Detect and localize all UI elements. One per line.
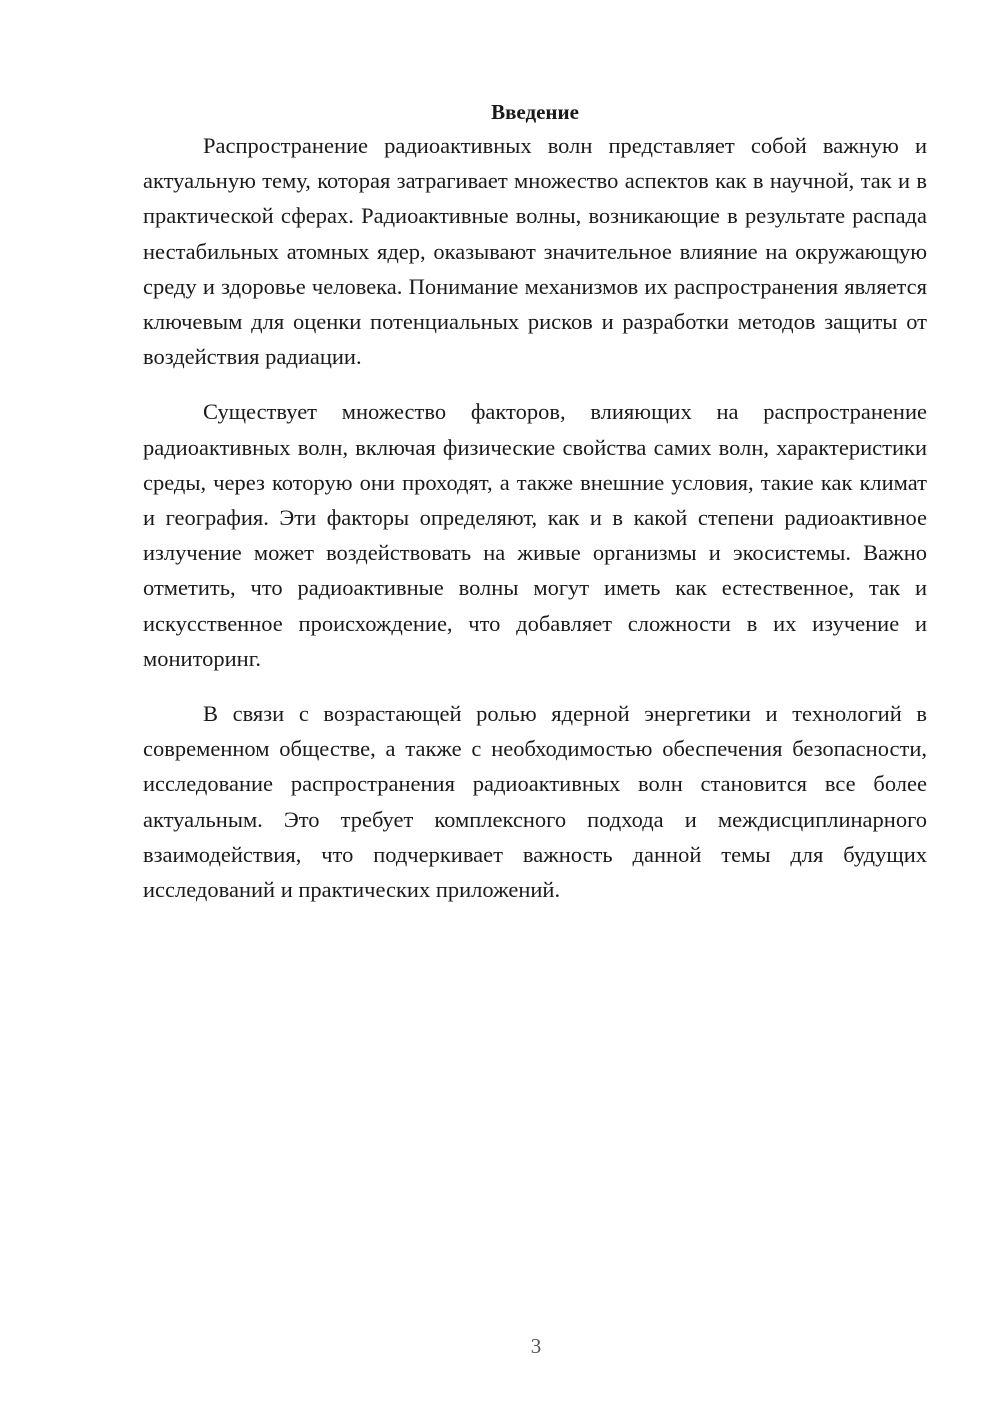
section-title: Введение [491,100,579,124]
paragraph-1: Распространение радиоактивных волн представляет собой важную и актуальную тему, которая затрагивает множество аспектов как в научной, так и в практической сферах. Радиоактивные волны, возникающие в результате распада нестабильных атомных ядер, оказывают значительное влияние на окружающую среду и здоровье человека. Понимание механизмов их распространения является ключевым для оценки потенциальных рисков и разработки методов защиты от воздействия радиации. [143,133,927,370]
paragraph-2: Существует множество факторов, влияющих на распространение радиоактивных волн, включая физические свойства самих волн, характеристики среды, через которую они проходят, а также внешние условия, такие как климат и география. Эти факторы определяют, как и в какой степени радиоактивное излучение может воздействовать на живые организмы и экосистемы. Важно отметить, что радиоактивные волны могут иметь как естественное, так и искусственное происхождение, что добавляет сложности в их изучение и мониторинг. [143,399,927,671]
page-number: 3 [530,1334,542,1358]
page-content [143,96,927,907]
paragraph-3: В связи с возрастающей ролью ядерной энергетики и технологий в современном обществе, а также с необходимостью обеспечения безопасности, исследование распространения радиоактивных волн становится все более актуальным. Это требует комплексного подхода и междисциплинарного взаимодействия, что подчеркивает важность данной темы для будущих исследований и практических приложений. [143,701,927,903]
